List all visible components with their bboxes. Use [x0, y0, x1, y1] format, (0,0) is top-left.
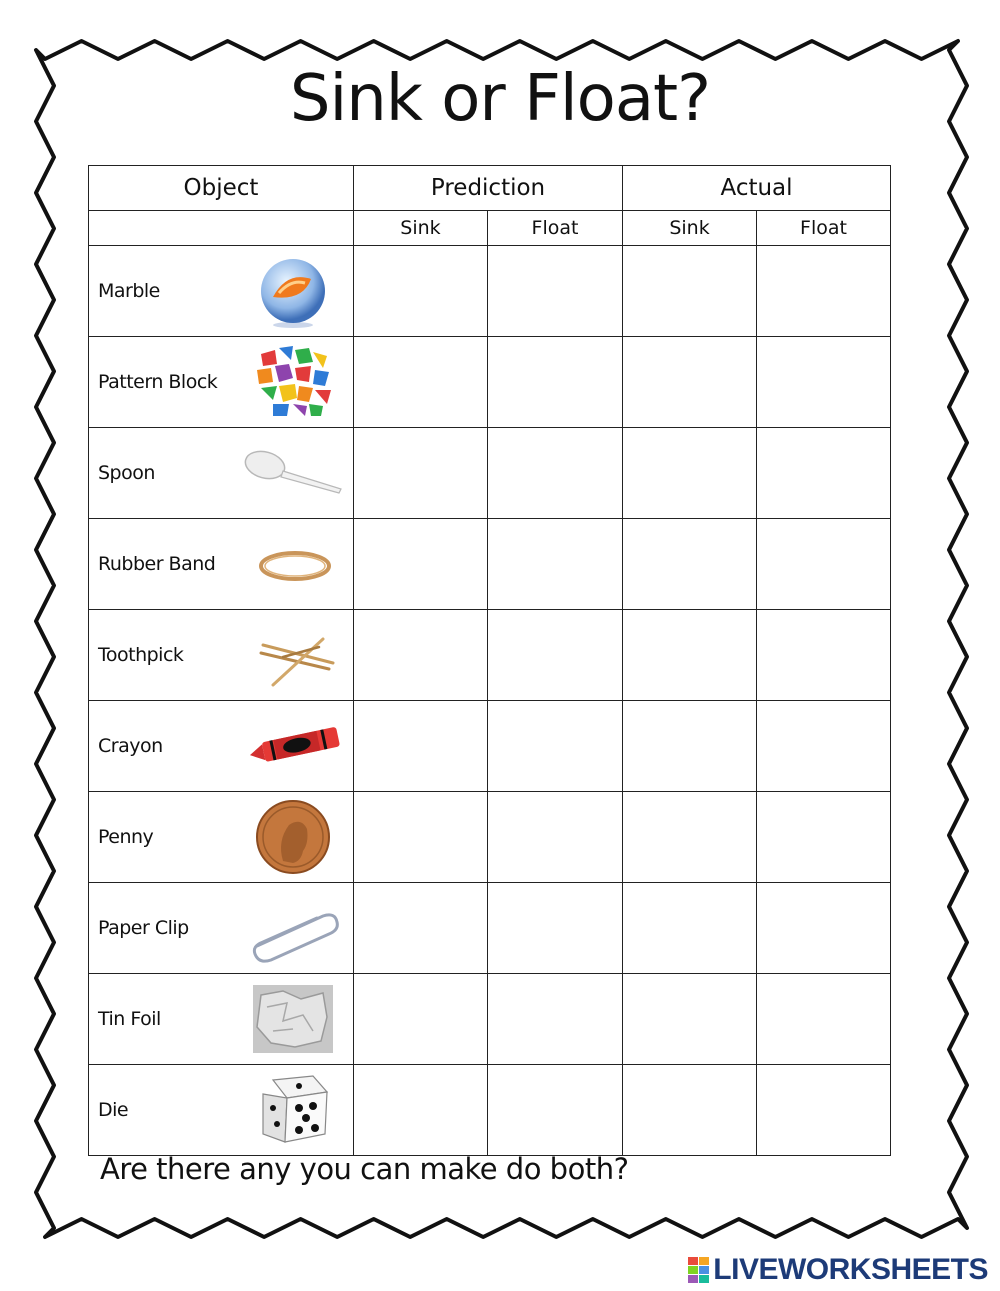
- actual-float-header: Float: [757, 211, 891, 246]
- object-label: Marble: [98, 280, 160, 302]
- table-row: [89, 246, 891, 337]
- prediction-sink-cell[interactable]: [354, 883, 488, 974]
- actual-sink-cell[interactable]: [623, 1065, 757, 1156]
- table-row: [89, 519, 891, 610]
- prediction-float-cell[interactable]: [488, 610, 623, 701]
- actual-float-cell[interactable]: [757, 883, 891, 974]
- object-label: Die: [98, 1099, 129, 1121]
- marble-icon: [243, 253, 343, 329]
- actual-float-cell[interactable]: [757, 519, 891, 610]
- table-row: [89, 337, 891, 428]
- object-cell: [89, 792, 354, 883]
- actual-float-cell[interactable]: [757, 974, 891, 1065]
- prediction-sink-header: Sink: [354, 211, 488, 246]
- object-cell: [89, 1065, 354, 1156]
- question-text: Are there any you can make do both?: [100, 1152, 629, 1186]
- prediction-float-cell[interactable]: [488, 701, 623, 792]
- actual-sink-cell[interactable]: [623, 246, 757, 337]
- actual-sink-cell[interactable]: [623, 337, 757, 428]
- actual-sink-cell[interactable]: [623, 610, 757, 701]
- object-label: Crayon: [98, 735, 163, 757]
- prediction-sink-cell[interactable]: [354, 337, 488, 428]
- die-icon: [243, 1072, 343, 1148]
- actual-float-cell[interactable]: [757, 1065, 891, 1156]
- prediction-sink-cell[interactable]: [354, 792, 488, 883]
- toothpick-icon: [243, 617, 343, 693]
- prediction-sink-cell[interactable]: [354, 246, 488, 337]
- header-object: Object: [89, 166, 354, 211]
- prediction-sink-cell[interactable]: [354, 701, 488, 792]
- brand-name: LIVEWORKSHEETS: [713, 1253, 988, 1286]
- object-cell: [89, 519, 354, 610]
- table-row: [89, 974, 891, 1065]
- pattern-blocks-icon: [243, 344, 343, 420]
- prediction-float-cell[interactable]: [488, 519, 623, 610]
- prediction-float-cell[interactable]: [488, 428, 623, 519]
- actual-sink-header: Sink: [623, 211, 757, 246]
- actual-sink-cell[interactable]: [623, 519, 757, 610]
- prediction-float-cell[interactable]: [488, 974, 623, 1065]
- liveworksheets-logo-icon: [688, 1257, 710, 1283]
- spoon-icon: [243, 435, 343, 511]
- object-label: Pattern Block: [98, 371, 218, 393]
- prediction-sink-cell[interactable]: [354, 519, 488, 610]
- table-row: [89, 883, 891, 974]
- prediction-float-cell[interactable]: [488, 337, 623, 428]
- object-label: Penny: [98, 826, 154, 848]
- object-label: Paper Clip: [98, 917, 189, 939]
- rubber-band-icon: [243, 526, 343, 602]
- actual-sink-cell[interactable]: [623, 792, 757, 883]
- prediction-sink-cell[interactable]: [354, 974, 488, 1065]
- penny-icon: [243, 799, 343, 875]
- page-title: Sink or Float?: [289, 62, 711, 136]
- prediction-sink-cell[interactable]: [354, 1065, 488, 1156]
- prediction-sink-cell[interactable]: [354, 428, 488, 519]
- object-label: Tin Foil: [98, 1008, 161, 1030]
- paper-clip-icon: [243, 890, 343, 966]
- actual-sink-cell[interactable]: [623, 883, 757, 974]
- actual-sink-cell[interactable]: [623, 974, 757, 1065]
- crayon-icon: [243, 708, 343, 784]
- header-blank: [89, 211, 354, 246]
- prediction-float-cell[interactable]: [488, 883, 623, 974]
- prediction-float-cell[interactable]: [488, 246, 623, 337]
- object-cell: [89, 428, 354, 519]
- object-label: Spoon: [98, 462, 155, 484]
- table-row: [89, 701, 891, 792]
- object-cell: [89, 610, 354, 701]
- object-cell: [89, 246, 354, 337]
- object-cell: [89, 701, 354, 792]
- header-prediction: Prediction: [354, 166, 623, 211]
- prediction-float-cell[interactable]: [488, 792, 623, 883]
- table-row: [89, 792, 891, 883]
- actual-sink-cell[interactable]: [623, 701, 757, 792]
- table-row: [89, 1065, 891, 1156]
- header-actual: Actual: [623, 166, 891, 211]
- object-label: Toothpick: [98, 644, 184, 666]
- actual-float-cell[interactable]: [757, 337, 891, 428]
- actual-float-cell[interactable]: [757, 610, 891, 701]
- actual-float-cell[interactable]: [757, 246, 891, 337]
- actual-float-cell[interactable]: [757, 428, 891, 519]
- actual-sink-cell[interactable]: [623, 428, 757, 519]
- actual-float-cell[interactable]: [757, 792, 891, 883]
- prediction-float-header: Float: [488, 211, 623, 246]
- prediction-sink-cell[interactable]: [354, 610, 488, 701]
- actual-float-cell[interactable]: [757, 701, 891, 792]
- object-cell: [89, 883, 354, 974]
- tin-foil-icon: [243, 981, 343, 1057]
- sink-float-table: [88, 165, 891, 1156]
- liveworksheets-logo: [688, 1253, 988, 1287]
- prediction-float-cell[interactable]: [488, 1065, 623, 1156]
- table-row: [89, 428, 891, 519]
- object-cell: [89, 337, 354, 428]
- object-label: Rubber Band: [98, 553, 216, 575]
- object-cell: [89, 974, 354, 1065]
- table-row: [89, 610, 891, 701]
